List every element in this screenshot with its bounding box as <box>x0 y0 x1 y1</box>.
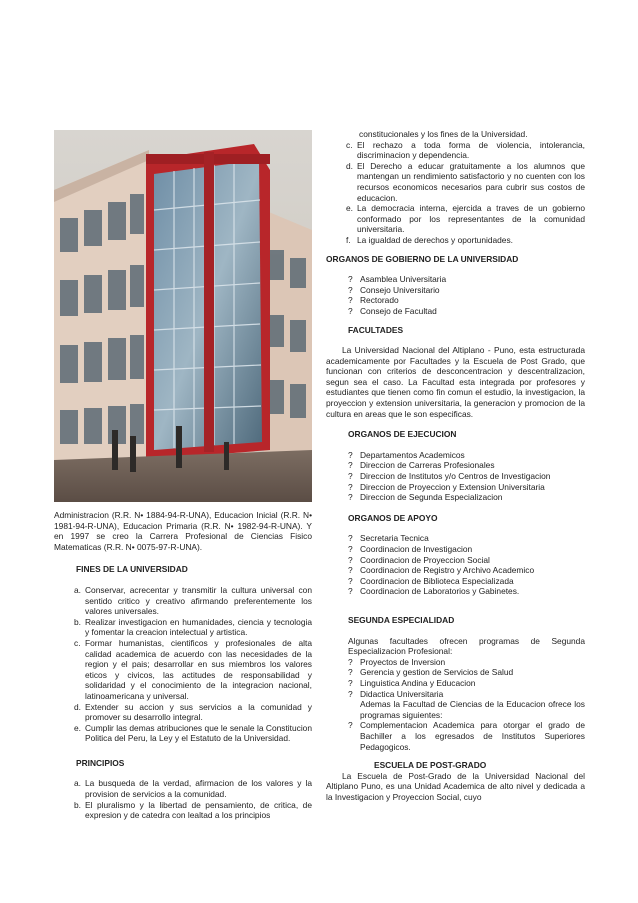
list-item: ? Coordinacion de Proyeccion Social <box>348 554 490 565</box>
apoyo-heading: ORGANOS DE APOYO <box>348 512 438 523</box>
list-item: a. La busqueda de la verdad, afirmacion de los valores y la provision de servicios a la comunidad. <box>74 778 312 800</box>
right-column <box>326 129 585 802</box>
organos-gobierno-heading: ORGANOS DE GOBIERNO DE LA UNIVERSIDAD <box>326 253 519 264</box>
list-item: a. Conservar, acrecentar y transmitir la cultura universal con sentido critico y creativo afirmando preferentemente los valores universales. <box>74 584 312 617</box>
segunda-list <box>326 657 585 699</box>
apoyo-list <box>326 533 585 597</box>
list-item: ? Coordinacion de Laboratorios y Gabinetes. <box>348 586 520 597</box>
segunda-intro: Algunas facultades ofrecen programas de Segunda Especializacion Profesional: <box>348 635 585 657</box>
ejecucion-list <box>326 450 585 503</box>
list-item: ? Coordinacion de Biblioteca Especializada <box>348 575 514 586</box>
principios-continued-list <box>326 140 585 246</box>
list-item: e. Cumplir las demas atribuciones que le senale la Constitucion Politica del Peru, la Ley y el Estatuto de la Universidad. <box>74 722 312 744</box>
list-item: d. Extender su accion y sus servicios a la comunidad y promover su desarrollo integral. <box>74 701 312 723</box>
list-item: ? Direccion de Proyeccion y Extension Universitaria <box>348 481 545 492</box>
segunda-extra-list <box>326 720 585 752</box>
principios-continuation: constitucionales y los fines de la Universidad. <box>359 129 528 139</box>
segunda-extra: Ademas la Facultad de Ciencias de la Educacion ofrece los programas siguientes: <box>360 699 585 720</box>
principios-list <box>54 778 312 820</box>
university-building-photo <box>54 130 312 502</box>
list-item: b. Realizar investigacion en humanidades, ciencia y tecnologia y fomentar la creacion intelectual y artistica. <box>74 616 312 638</box>
organos-gobierno-list <box>326 274 585 316</box>
left-column <box>54 130 312 821</box>
postgrado-heading: ESCUELA DE POST-GRADO <box>374 760 487 771</box>
list-item: ? Complementacion Academica para otorgar el grado de Bachiller a los egresados de Institutos Superiores Pedagogicos. <box>348 720 585 752</box>
list-item: ? Didactica Universitaria <box>348 688 444 699</box>
list-item: ? Consejo Universitario <box>348 284 440 295</box>
fines-heading: FINES DE LA UNIVERSIDAD <box>76 564 188 575</box>
list-item: ? Gerencia y gestion de Servicios de Salud <box>348 667 514 678</box>
list-item: ? Rectorado <box>348 295 399 306</box>
list-item: ? Coordinacion de Investigacion <box>348 544 473 554</box>
list-item: e. La democracia interna, ejercida a traves de un gobierno conformado por los representantes de la comunidad universitaria. <box>346 203 585 235</box>
ejecucion-heading: ORGANOS DE EJECUCION <box>348 429 457 440</box>
list-item: c. El rechazo a toda forma de violencia, intolerancia, discriminacion y dependencia. <box>346 139 585 161</box>
list-item: ? Proyectos de Inversion <box>348 656 446 667</box>
postgrado-paragraph: La Escuela de Post-Grado de la Universidad Nacional del Altiplano Puno, es una Unidad Academica de alto nivel y dedicada a la Investigacion y Proyeccion Social, cuyo <box>326 770 585 802</box>
fines-list <box>54 585 312 744</box>
list-item: ? Direccion de Segunda Especializacion <box>348 492 503 503</box>
list-item: c. Formar humanistas, cientificos y profesionales de alta calidad academica de acuerdo con las necesidades de la region y el pais; desarrollar en sus miembros los valores eticos y civicos, las actitudes de responsabilidad y solidaridad y el conocimiento de la integracion nacional, latinoamericana y universal. <box>74 637 312 701</box>
segunda-heading: SEGUNDA ESPECIALIDAD <box>348 614 455 625</box>
list-item: d. El Derecho a educar gratuitamente a los alumnos que mantengan un rendimiento satisfactorio y no cuenten con los recursos economicos necesarios para cubrir sus costos de educacion. <box>346 160 585 203</box>
facultades-paragraph: La Universidad Nacional del Altiplano - Puno, esta estructurada academicamente por Facultades y la Escuela de Post Grado, que funcionan con criterios de desconcentracion y descentralizacion, segun sea el caso. La Facultad esta integrada por profesores y estudiantes que tienen como fin comun el estudio, la investigacion, la proyeccion y extension universitaria, la generacion y promocion de la cultura en areas que le son especificas. <box>326 345 585 419</box>
list-item: ? Coordinacion de Registro y Archivo Academico <box>348 565 535 576</box>
building-illustration <box>54 130 312 502</box>
facultades-heading: FACULTADES <box>348 324 404 335</box>
list-item: f. La igualdad de derechos y oportunidades. <box>346 234 513 245</box>
list-item: ? Asamblea Universitaria <box>348 274 447 285</box>
list-item: b. El pluralismo y la libertad de pensamiento, de critica, de expresion y de catedra con lealtad a los principios <box>74 799 312 821</box>
list-item: ? Direccion de Carreras Profesionales <box>348 460 495 471</box>
list-item: ? Secretaria Tecnica <box>348 533 429 544</box>
list-item: ? Direccion de Institutos y/o Centros de Investigacion <box>348 471 551 482</box>
photo-caption: Administracion (R.R. N• 1884-94-R-UNA), Educacion Inicial (R.R. N• 1981-94-R-UNA), Educacion Primaria (R.R. N• 1982-94-R-UNA). Y en 1997 se creo la Carrera Profesional de Ciencias Fisico Matematicas (R.R. N• 0075-97-R-UNA). <box>54 510 312 552</box>
list-item: ? Linguistica Andina y Educacion <box>348 677 476 688</box>
list-item: ? Consejo de Facultad <box>348 305 437 316</box>
principios-heading: PRINCIPIOS <box>76 757 125 768</box>
list-item: ? Departamentos Academicos <box>348 449 465 460</box>
